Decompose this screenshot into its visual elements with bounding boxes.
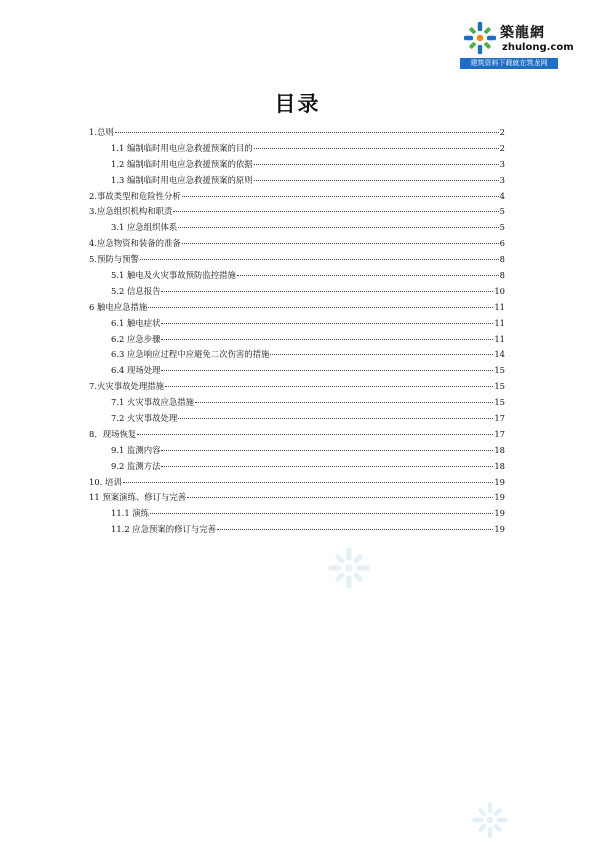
toc-entry-page-number: 8 bbox=[499, 254, 505, 265]
toc-entry-page-number: 15 bbox=[494, 381, 505, 392]
logo-slogan: 建筑资料下载就在筑龙网 bbox=[460, 58, 558, 69]
toc-dot-leader bbox=[115, 132, 499, 133]
toc-entry-label: 6 触电应急措施 bbox=[89, 301, 148, 312]
toc-entry-label: 6.1 触电症状 bbox=[111, 317, 161, 328]
toc-entry-label: 1.2 编制临时用电应急救援预案的依据 bbox=[111, 158, 253, 169]
toc-entry-label: 5.2 信息报告 bbox=[111, 285, 161, 296]
toc-entry[interactable] bbox=[89, 522, 505, 538]
toc-dot-leader bbox=[178, 418, 493, 419]
toc-entry-label: 9.2 监测方法 bbox=[111, 460, 161, 471]
toc-entry-page-number: 10 bbox=[494, 285, 505, 296]
toc-entry-label: 5.1 触电及火灾事故预防监控措施 bbox=[111, 270, 236, 281]
toc-entry-label: 2.事故类型和危险性分析 bbox=[89, 190, 181, 201]
logo-english-name: zhulong.com bbox=[502, 42, 574, 53]
toc-entry-label: 7.火灾事故处理措施 bbox=[89, 381, 164, 392]
toc-entry-page-number: 18 bbox=[494, 460, 505, 471]
toc-dot-leader bbox=[161, 291, 493, 292]
toc-dot-leader bbox=[270, 354, 493, 355]
toc-dot-leader bbox=[165, 386, 493, 387]
toc-dot-leader bbox=[150, 513, 493, 514]
toc-dot-leader bbox=[182, 196, 499, 197]
snowflake-logo-icon bbox=[462, 20, 498, 56]
site-logo bbox=[460, 18, 574, 70]
toc-entry-label: 11.2 应急预案的修订与完善 bbox=[111, 524, 217, 535]
toc-entry[interactable] bbox=[89, 443, 505, 459]
toc-dot-leader bbox=[161, 466, 493, 467]
toc-entry-page-number: 19 bbox=[494, 524, 505, 535]
toc-entry[interactable] bbox=[89, 459, 505, 475]
toc-entry[interactable] bbox=[89, 506, 505, 522]
toc-entry[interactable] bbox=[89, 236, 505, 252]
toc-entry[interactable] bbox=[89, 490, 505, 506]
toc-entry-label: 6.3 应急响应过程中应避免二次伤害的措施 bbox=[111, 349, 270, 360]
toc-entry-label: 7.2 火灾事故处理 bbox=[111, 413, 178, 424]
toc-dot-leader bbox=[254, 180, 499, 181]
toc-entry[interactable] bbox=[89, 300, 505, 316]
toc-entry[interactable] bbox=[89, 395, 505, 411]
toc-dot-leader bbox=[195, 402, 493, 403]
toc-entry[interactable] bbox=[89, 252, 505, 268]
snowflake-watermark-icon bbox=[470, 800, 510, 840]
toc-dot-leader bbox=[254, 164, 499, 165]
toc-dot-leader bbox=[178, 227, 498, 228]
toc-entry-label: 11.1 演练 bbox=[111, 508, 150, 519]
toc-entry-label: 7.1 火灾事故应急措施 bbox=[111, 397, 194, 408]
toc-entry-page-number: 5 bbox=[499, 222, 505, 233]
toc-entry[interactable] bbox=[89, 347, 505, 363]
toc-entry-label: 3.1 应急组织体系 bbox=[111, 222, 178, 233]
logo-chinese-name: 築龍網 bbox=[500, 25, 545, 41]
toc-entry-page-number: 14 bbox=[494, 349, 505, 360]
toc-entry-page-number: 2 bbox=[499, 127, 505, 137]
toc-entry-label: 11 预案演练、修订与完善 bbox=[89, 492, 187, 503]
toc-entry-page-number: 15 bbox=[494, 365, 505, 376]
toc-dot-leader bbox=[161, 323, 493, 324]
toc-entry[interactable] bbox=[89, 125, 505, 141]
toc-entry[interactable] bbox=[89, 427, 505, 443]
toc-dot-leader bbox=[182, 243, 499, 244]
toc-entry-page-number: 5 bbox=[499, 206, 505, 217]
toc-entry-label: 10. 培训 bbox=[89, 476, 122, 487]
toc-entry[interactable] bbox=[89, 316, 505, 332]
toc-entry-label: 1.总则 bbox=[89, 127, 114, 137]
toc-entry-page-number: 19 bbox=[494, 476, 505, 487]
toc-entry-page-number: 3 bbox=[499, 174, 505, 185]
toc-dot-leader bbox=[161, 339, 493, 340]
toc-dot-leader bbox=[137, 434, 493, 435]
toc-entry[interactable] bbox=[89, 173, 505, 189]
toc-entry-page-number: 17 bbox=[494, 413, 505, 424]
toc-dot-leader bbox=[140, 259, 499, 260]
toc-dot-leader bbox=[217, 529, 493, 530]
toc-entry-page-number: 15 bbox=[494, 397, 505, 408]
toc-dot-leader bbox=[161, 370, 493, 371]
toc-entry-page-number: 19 bbox=[494, 492, 505, 503]
toc-entry[interactable] bbox=[89, 141, 505, 157]
toc-entry-label: 8．现场恢复 bbox=[89, 428, 137, 439]
toc-entry[interactable] bbox=[89, 204, 505, 220]
toc-entry[interactable] bbox=[89, 475, 505, 491]
snowflake-watermark-icon bbox=[326, 545, 372, 591]
toc-entry-label: 6.4 现场处理 bbox=[111, 365, 161, 376]
toc-entry-label: 1.3 编制临时用电应急救援预案的原则 bbox=[111, 174, 253, 185]
toc-entry[interactable] bbox=[89, 157, 505, 173]
toc-entry[interactable] bbox=[89, 379, 505, 395]
table-of-contents bbox=[89, 125, 505, 538]
toc-entry-page-number: 11 bbox=[494, 301, 505, 312]
toc-entry[interactable] bbox=[89, 363, 505, 379]
toc-entry[interactable] bbox=[89, 411, 505, 427]
toc-entry-page-number: 19 bbox=[494, 508, 505, 519]
toc-entry-page-number: 18 bbox=[494, 444, 505, 455]
toc-entry[interactable] bbox=[89, 268, 505, 284]
toc-entry[interactable] bbox=[89, 189, 505, 205]
toc-entry-label: 1.1 编制临时用电应急救援预案的目的 bbox=[111, 142, 253, 153]
toc-entry-page-number: 3 bbox=[499, 158, 505, 169]
toc-entry-page-number: 6 bbox=[499, 238, 505, 249]
page-title: 目录 bbox=[274, 92, 321, 116]
toc-dot-leader bbox=[123, 482, 494, 483]
toc-dot-leader bbox=[173, 211, 498, 212]
toc-dot-leader bbox=[148, 307, 493, 308]
toc-dot-leader bbox=[254, 148, 499, 149]
toc-entry-page-number: 11 bbox=[494, 317, 505, 328]
toc-dot-leader bbox=[161, 450, 493, 451]
toc-entry[interactable] bbox=[89, 332, 505, 348]
toc-entry-page-number: 17 bbox=[494, 428, 505, 439]
toc-entry-label: 5.预防与预警 bbox=[89, 254, 139, 265]
toc-entry[interactable] bbox=[89, 220, 505, 236]
toc-entry-label: 9.1 监测内容 bbox=[111, 444, 161, 455]
toc-entry-label: 4.应急物资和装备的准备 bbox=[89, 238, 181, 249]
toc-entry-label: 3.应急组织机构和职责 bbox=[89, 206, 173, 217]
toc-entry-label: 6.2 应急步骤 bbox=[111, 333, 161, 344]
toc-entry-page-number: 2 bbox=[499, 142, 505, 153]
toc-dot-leader bbox=[237, 275, 499, 276]
toc-dot-leader bbox=[187, 497, 493, 498]
toc-entry[interactable] bbox=[89, 284, 505, 300]
toc-entry-page-number: 8 bbox=[499, 270, 505, 281]
toc-entry-page-number: 11 bbox=[494, 333, 505, 344]
toc-entry-page-number: 4 bbox=[499, 190, 505, 201]
